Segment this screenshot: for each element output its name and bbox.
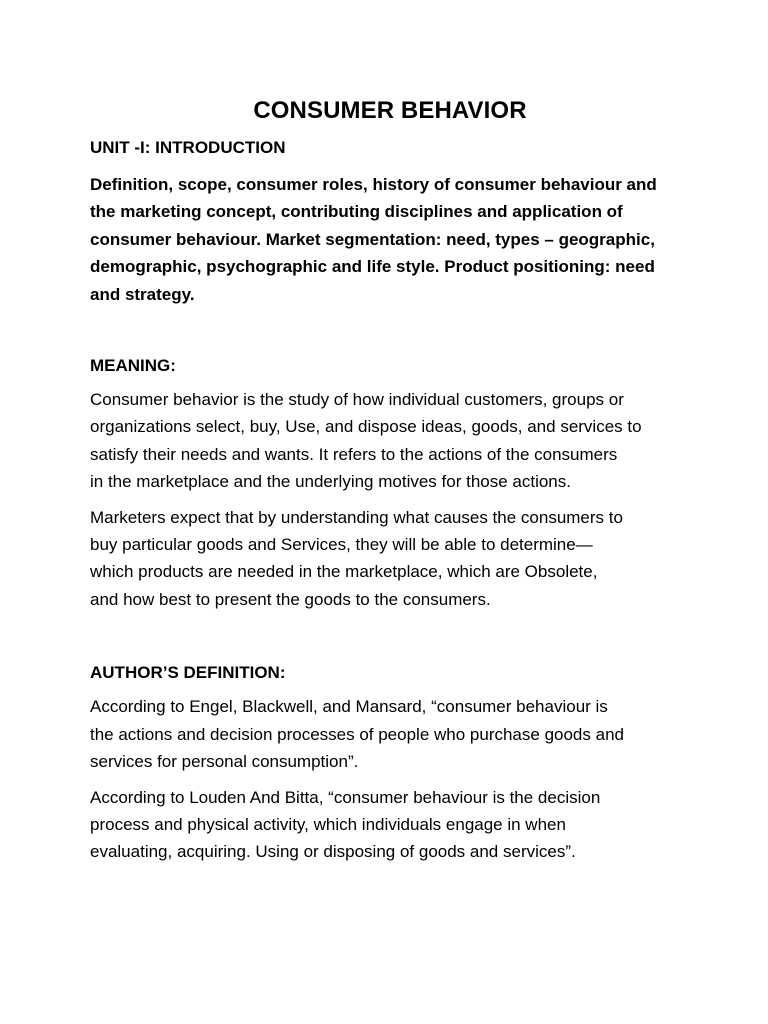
meaning-paragraph-2 <box>90 504 690 614</box>
paragraph-line: buy particular goods and Services, they will be able to determine— <box>90 535 593 555</box>
syllabus-line: and strategy. <box>90 284 195 304</box>
document-title: CONSUMER BEHAVIOR <box>253 97 527 124</box>
syllabus-line: consumer behaviour. Market segmentation: need, types – geographic, <box>90 229 655 249</box>
paragraph-line: Marketers expect that by understanding what causes the consumers to <box>90 507 623 527</box>
unit-heading: UNIT -I: INTRODUCTION <box>90 138 286 157</box>
meaning-heading: MEANING: <box>90 356 176 376</box>
paragraph-line: According to Louden And Bitta, “consumer behaviour is the decision <box>90 787 601 807</box>
paragraph-line: organizations select, buy, Use, and dispose ideas, goods, and services to <box>90 417 642 437</box>
syllabus-paragraph <box>90 171 690 308</box>
paragraph-line: in the marketplace and the underlying motives for those actions. <box>90 472 571 492</box>
syllabus-line: the marketing concept, contributing disciplines and application of <box>90 202 623 222</box>
definition-paragraph-2 <box>90 784 690 866</box>
paragraph-line: services for personal consumption”. <box>90 752 359 772</box>
meaning-paragraph-1 <box>90 386 690 496</box>
authors-definition-heading: AUTHOR’S DEFINITION: <box>90 663 286 683</box>
paragraph-line: According to Engel, Blackwell, and Mansard, “consumer behaviour is <box>90 697 608 717</box>
paragraph-line: which products are needed in the marketplace, which are Obsolete, <box>90 562 598 582</box>
syllabus-line: demographic, psychographic and life style. Product positioning: need <box>90 257 655 277</box>
document-content <box>90 94 690 866</box>
paragraph-line: process and physical activity, which individuals engage in when <box>90 814 566 834</box>
definition-paragraph-1 <box>90 693 690 775</box>
paragraph-line: and how best to present the goods to the consumers. <box>90 589 491 609</box>
paragraph-line: Consumer behavior is the study of how individual customers, groups or <box>90 390 624 410</box>
paragraph-line: evaluating, acquiring. Using or disposing of goods and services”. <box>90 842 576 862</box>
paragraph-line: satisfy their needs and wants. It refers to the actions of the consumers <box>90 444 618 464</box>
paragraph-line: the actions and decision processes of people who purchase goods and <box>90 724 624 744</box>
syllabus-line: Definition, scope, consumer roles, history of consumer behaviour and <box>90 175 657 194</box>
